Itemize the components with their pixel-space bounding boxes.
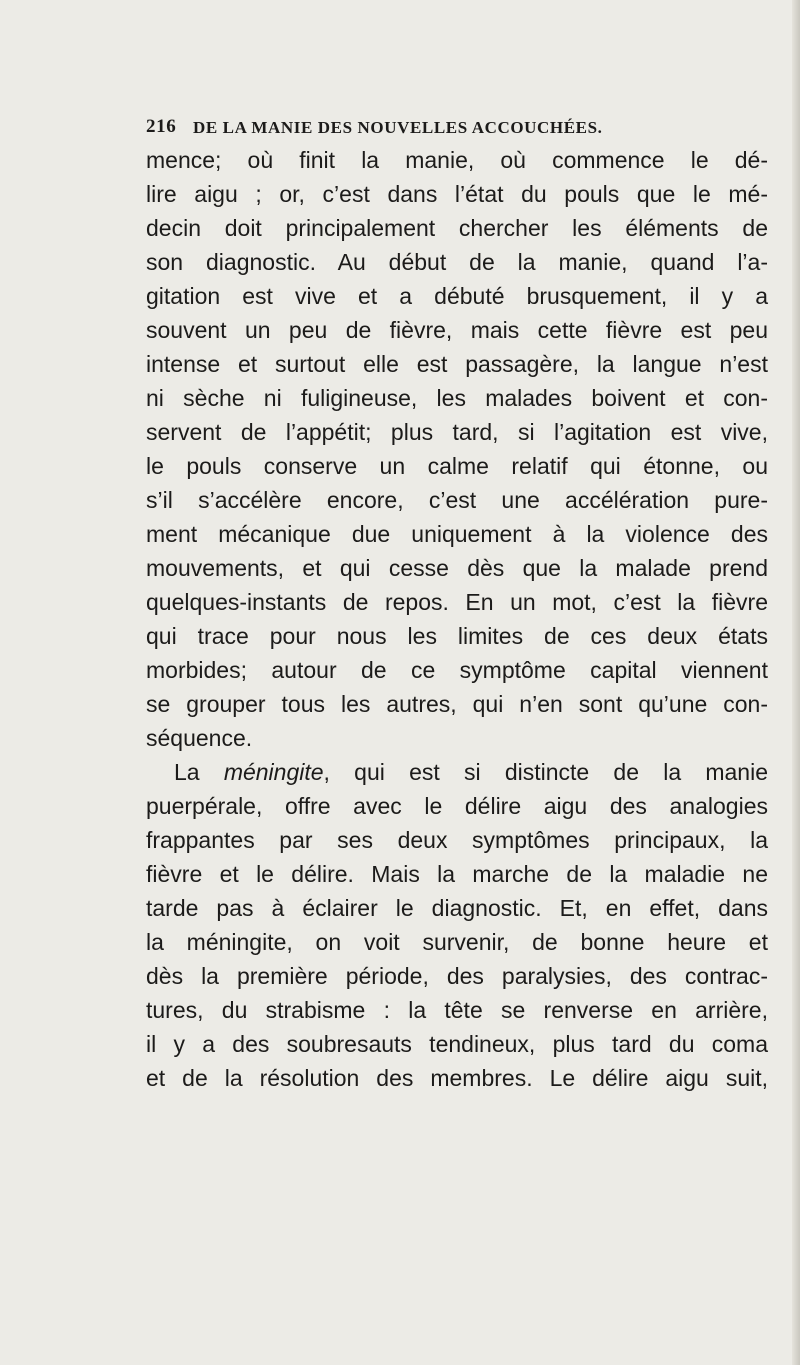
- page-number: 216: [146, 116, 177, 137]
- text-line: le pouls conserve un calme relatif qui étonne, ou: [146, 453, 768, 479]
- text-line: et de la résolution des membres. Le délire aigu suit,: [146, 1065, 768, 1091]
- text-line: ni sèche ni fuligineuse, les malades boivent et con-: [146, 385, 768, 411]
- text-line: [174, 757, 768, 787]
- text-line: frappantes par ses deux symptômes principaux, la: [146, 827, 768, 853]
- page-edge-shadow: [792, 0, 800, 1365]
- text-line: intense et surtout elle est passagère, la langue n’est: [146, 351, 768, 377]
- text-line: son diagnostic. Au début de la manie, quand l’a-: [146, 249, 768, 275]
- text-line: mence; où finit la manie, où commence le dé-: [146, 147, 768, 173]
- text-line: puerpérale, offre avec le délire aigu des analogies: [146, 793, 768, 819]
- text-line: séquence.: [146, 725, 253, 751]
- text-line: servent de l’appétit; plus tard, si l’agitation est vive,: [146, 419, 768, 445]
- text-line: la méningite, on voit survenir, de bonne heure et: [146, 929, 768, 955]
- text-line: lire aigu ; or, c’est dans l’état du pouls que le mé-: [146, 181, 768, 207]
- running-title: DE LA MANIE DES NOUVELLES ACCOUCHÉES.: [193, 118, 603, 137]
- text-line: qui trace pour nous les limites de ces deux états: [146, 623, 768, 649]
- text-line: tarde pas à éclairer le diagnostic. Et, en effet, dans: [146, 895, 768, 921]
- text-segment: , qui est si distincte de la manie: [323, 759, 768, 785]
- text-line: decin doit principalement chercher les éléments de: [146, 215, 768, 241]
- text-line: il y a des soubresauts tendineux, plus tard du coma: [146, 1031, 768, 1057]
- italic-term: méningite: [223, 759, 324, 785]
- text-line: mouvements, et qui cesse dès que la malade prend: [146, 555, 768, 581]
- text-line: morbides; autour de ce symptôme capital viennent: [146, 657, 768, 683]
- text-line: s’il s’accélère encore, c’est une accélération pure-: [146, 487, 768, 513]
- text-line: dès la première période, des paralysies, des contrac-: [146, 963, 768, 989]
- text-line: gitation est vive et a débuté brusquement, il y a: [146, 283, 768, 309]
- text-segment: La: [174, 759, 224, 785]
- text-line: ment mécanique due uniquement à la violence des: [146, 521, 768, 547]
- text-line: se grouper tous les autres, qui n’en sont qu’une con-: [146, 691, 768, 717]
- text-line: souvent un peu de fièvre, mais cette fièvre est peu: [146, 317, 768, 343]
- text-line: fièvre et le délire. Mais la marche de la maladie ne: [146, 861, 768, 887]
- running-head: [146, 116, 666, 140]
- text-line: tures, du strabisme : la tête se renverse en arrière,: [146, 997, 768, 1023]
- text-line: quelques-instants de repos. En un mot, c’est la fièvre: [146, 589, 768, 615]
